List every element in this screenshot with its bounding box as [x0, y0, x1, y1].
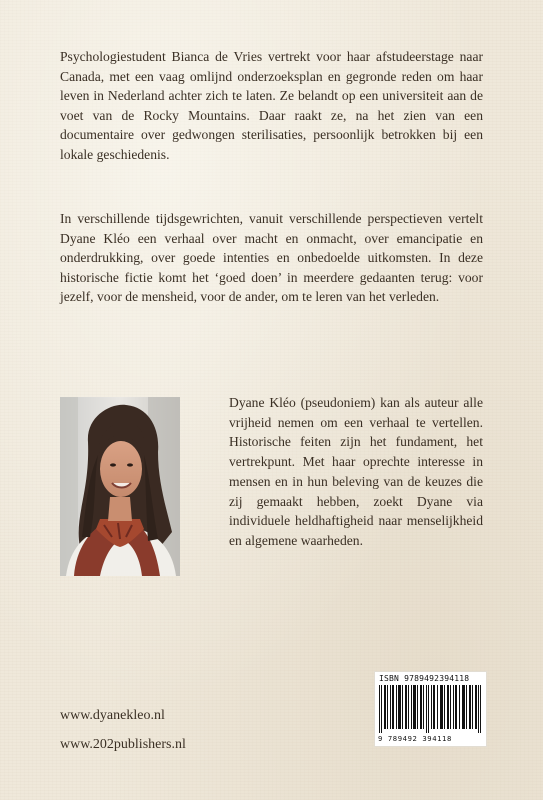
isbn-label: ISBN 9789492394118	[379, 674, 470, 683]
author-portrait-icon	[60, 397, 180, 576]
author-bio: Dyane Kléo (pseudoniem) kan als auteur alle vrijheid nemen om een verhaal te vertellen. Historische feiten zijn het fundament, het vertrekpunt. Met haar oprechte interesse in mensen en in hun beleving van de keuzes die zij gemaakt hebben, zoekt Dyane via individuele heldhaftigheid naar menselijkheid en algemene waarheden.	[229, 395, 483, 548]
barcode-icon	[379, 685, 482, 733]
author-photo	[60, 397, 180, 576]
blurb-paragraph-2: In verschillende tijdsgewrichten, vanuit verschillende perspectieven vertelt Dyane Kléo een verhaal over macht en onmacht, over emancipatie en onderdrukking, over goede intenties en onbedoelde uitkomsten. In deze historische fictie komt het ‘goed doen’ in meerdere gedaanten terug: voor jezelf, voor de mensheid, voor de ander, om te leren van het verleden.	[60, 211, 483, 304]
publisher-website-link[interactable]: www.202publishers.nl	[60, 737, 186, 752]
isbn-digits: 9 789492 394118	[378, 734, 452, 743]
isbn-barcode	[374, 671, 487, 747]
author-website-link[interactable]: www.dyanekleo.nl	[60, 708, 165, 723]
blurb-paragraph-1: Psychologiestudent Bianca de Vries vertrekt voor haar afstudeerstage naar Canada, met een vaag omlijnd onderzoeksplan en gegronde reden om haar leven in Nederland achter zich te laten. Ze belandt op een universiteit aan de voet van de Rocky Mountains. Daar raakt ze, na het zien van een documentaire over gedwongen sterilisaties, persoonlijk betrokken bij een lokale geschiedenis.	[60, 49, 483, 162]
